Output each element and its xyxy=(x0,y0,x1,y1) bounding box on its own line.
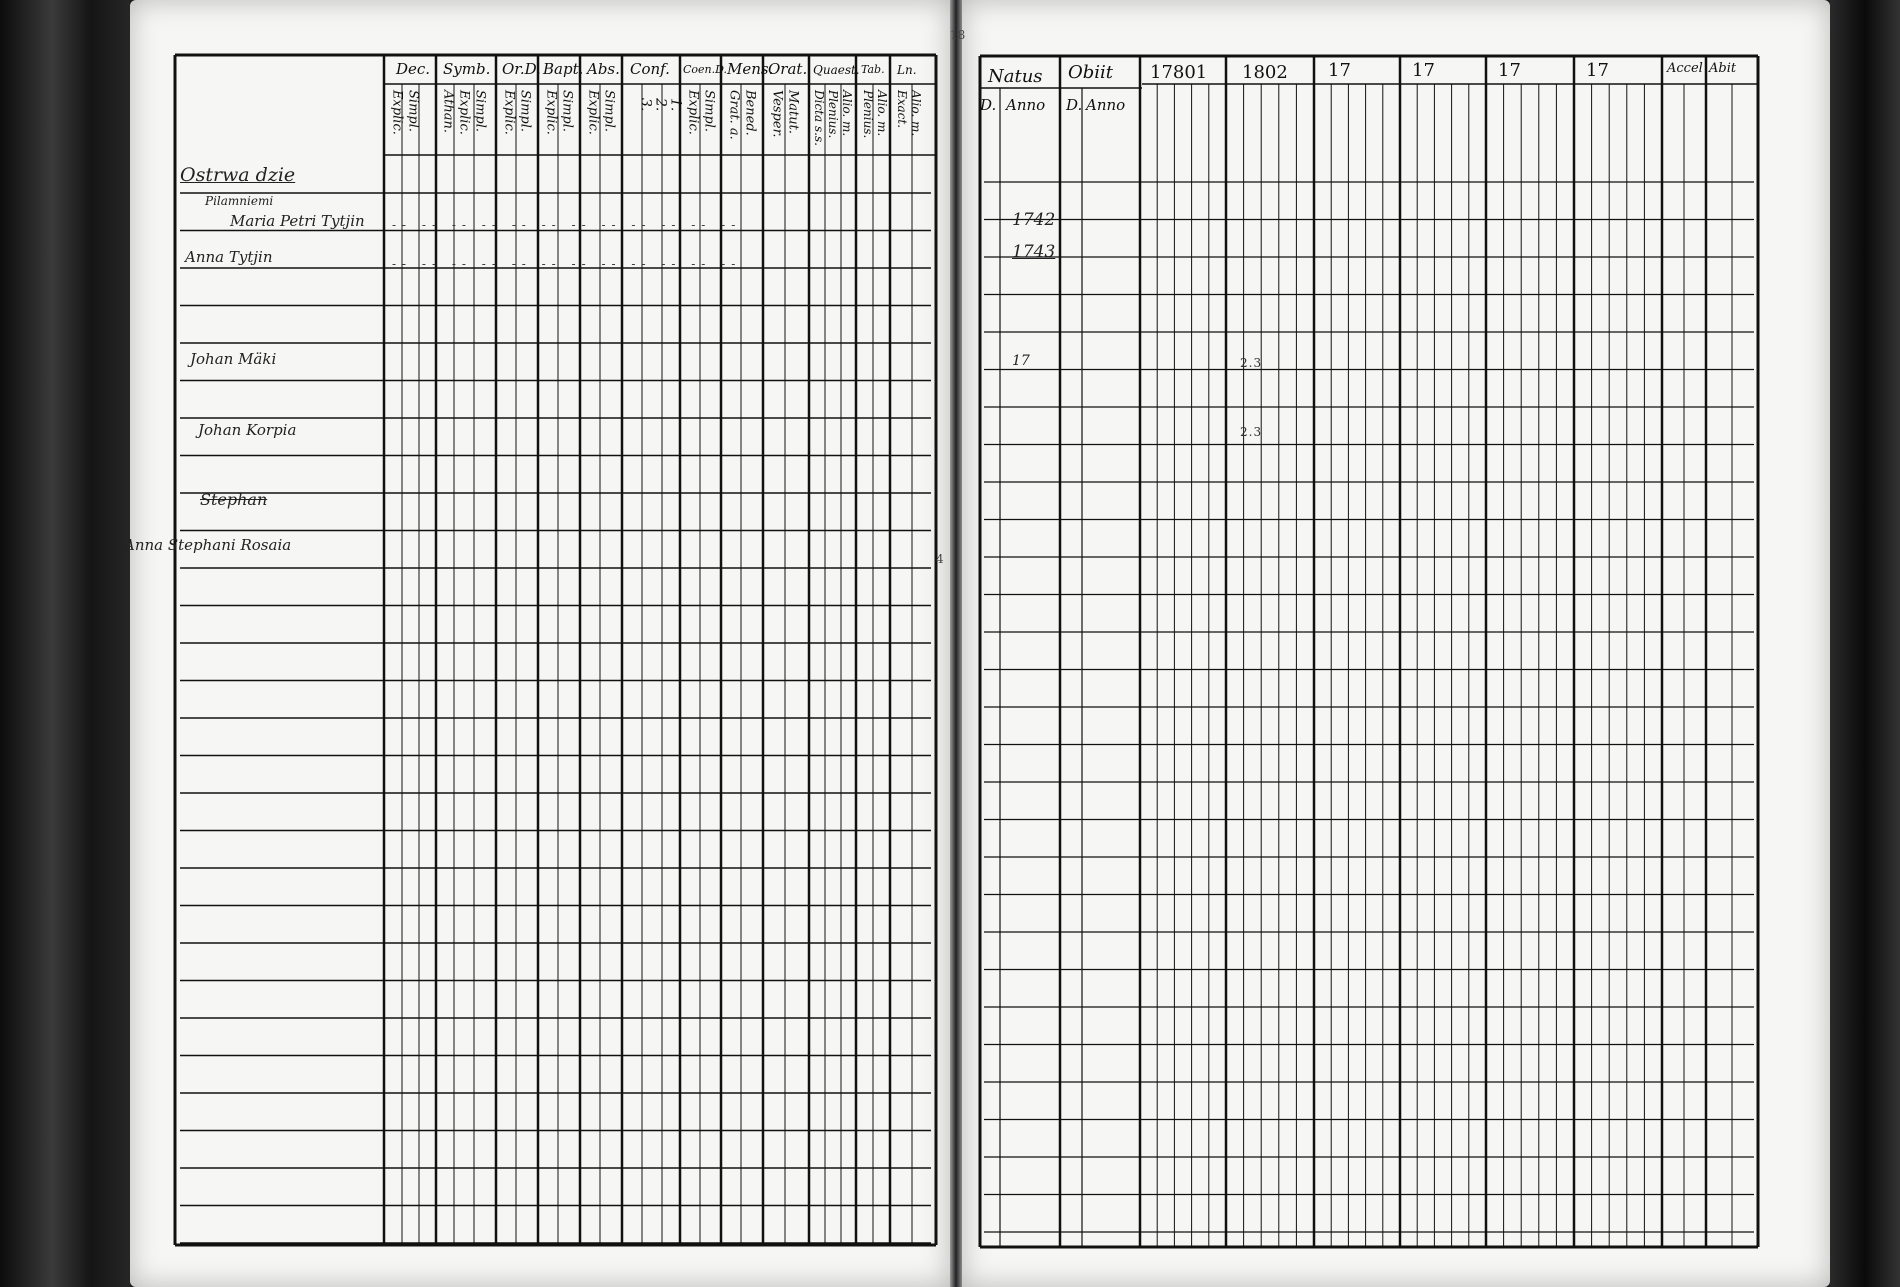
right-page xyxy=(950,0,1830,1287)
sub-ord-explic: Explic. xyxy=(501,90,517,135)
sub-conf-2: 2. xyxy=(652,98,669,112)
sub-ord-simpl: Simpl. xyxy=(517,90,533,133)
year-mark-1: 2.3 xyxy=(1240,356,1263,370)
right-grid xyxy=(962,0,1830,1287)
header-year-17d: 17 xyxy=(1586,60,1609,81)
sub-ln-exact: Exact. xyxy=(895,90,910,129)
sub-orat-matut: Matut. xyxy=(785,90,801,135)
sub-coend-explic: Explic. xyxy=(685,90,701,135)
sub-mens-bened: Bened. xyxy=(742,90,758,136)
header-bapt: Bapt. xyxy=(543,60,584,78)
header-orat: Orat. xyxy=(768,60,808,78)
sub-bapt-simpl: Simpl. xyxy=(559,90,575,133)
header-year-1802: 1802 xyxy=(1242,62,1288,83)
header-symb: Symb. xyxy=(443,60,491,78)
header-natus: Natus xyxy=(988,66,1043,87)
header-year-1801: 17801 xyxy=(1150,62,1208,83)
entry-anna-stephani: Anna Stephani Rosaia xyxy=(124,536,292,554)
left-page xyxy=(124,0,950,1287)
birth-year-17: 17 xyxy=(1012,353,1030,369)
header-year-17b: 17 xyxy=(1412,60,1435,81)
entry-anna: Anna Tytjin xyxy=(185,248,273,266)
header-dec: Dec. xyxy=(396,60,431,78)
sub-abs-explic: Explic. xyxy=(585,90,601,135)
entry-johan-korpia: Johan Korpia xyxy=(198,421,297,439)
header-obiit: Obiit xyxy=(1068,62,1114,83)
header-conf: Conf. xyxy=(630,60,670,78)
book-edge-right xyxy=(1830,0,1900,1287)
sub-symb-explic: Explic. xyxy=(456,90,472,135)
birth-year-1742: 1742 xyxy=(1012,210,1056,230)
header-abs: Abs. xyxy=(587,60,620,78)
header-year-17a: 17 xyxy=(1328,60,1351,81)
sub-bapt-explic: Explic. xyxy=(543,90,559,135)
entry-johan-maki: Johan Mäki xyxy=(190,350,277,368)
sub-conf-1: 1. xyxy=(667,98,684,112)
sub-natus-anno: Anno xyxy=(1006,96,1046,114)
sub-quaest-dicta: Dicta s.s. xyxy=(812,90,827,146)
sub-symb-simpl: Simpl. xyxy=(472,90,488,133)
header-year-17c: 17 xyxy=(1498,60,1521,81)
sub-obiit-d: D. xyxy=(1066,96,1083,114)
entry-farm: Pilamniemi xyxy=(205,194,274,208)
entry-maria: Maria Petri Tytjin xyxy=(230,212,365,230)
birth-year-1743: 1743 xyxy=(1012,242,1056,262)
folio-mark: 4 xyxy=(936,552,944,566)
sub-coend-simpl: Simpl. xyxy=(701,90,717,133)
tick-marks-row2: -- -- -- -- -- -- -- -- -- -- -- -- xyxy=(392,257,742,271)
header-ord: Or.D. xyxy=(502,60,541,78)
header-accel: Accel xyxy=(1667,61,1703,76)
sub-quaest-plenius: Plenius. xyxy=(826,90,841,139)
book-gutter xyxy=(950,0,962,1287)
sub-dec-explic: Explic. xyxy=(389,90,405,135)
header-quaest: Quaest. xyxy=(813,63,860,77)
sub-natus-d: D. xyxy=(980,96,997,114)
sub-tab-plenius: Plenius. xyxy=(861,90,876,139)
book-spine-left xyxy=(0,0,130,1287)
sub-quaest-alio: Alio. m. xyxy=(840,90,855,137)
sub-orat-vesper: Vesper. xyxy=(769,90,785,138)
sub-tab-alio: Alio. m. xyxy=(875,90,890,137)
tick-marks-row1: -- -- -- -- -- -- -- -- -- -- -- -- xyxy=(392,218,742,232)
sub-ln-alio: Alio. m. xyxy=(909,90,924,137)
sub-abs-simpl: Simpl. xyxy=(601,90,617,133)
header-mens: Mens. xyxy=(727,60,774,78)
sub-mens-grat: Grat. a. xyxy=(726,90,742,140)
page-number: 18 xyxy=(950,28,966,42)
sub-symb-athan: Athan. xyxy=(440,90,456,134)
sub-dec-simpl: Simpl. xyxy=(405,90,421,133)
header-coend: Coen.D. xyxy=(683,63,728,76)
entry-village: Ostrwa dzie xyxy=(180,164,296,186)
year-mark-2: 2.3 xyxy=(1240,425,1263,439)
entry-stephan: Stephan xyxy=(200,490,268,509)
header-abit: Abit xyxy=(1709,61,1737,76)
header-ln: Ln. xyxy=(897,63,917,77)
sub-obiit-anno: Anno xyxy=(1086,96,1126,114)
header-tab: Tab. xyxy=(861,63,885,76)
sub-conf-3: 3. xyxy=(637,98,654,112)
